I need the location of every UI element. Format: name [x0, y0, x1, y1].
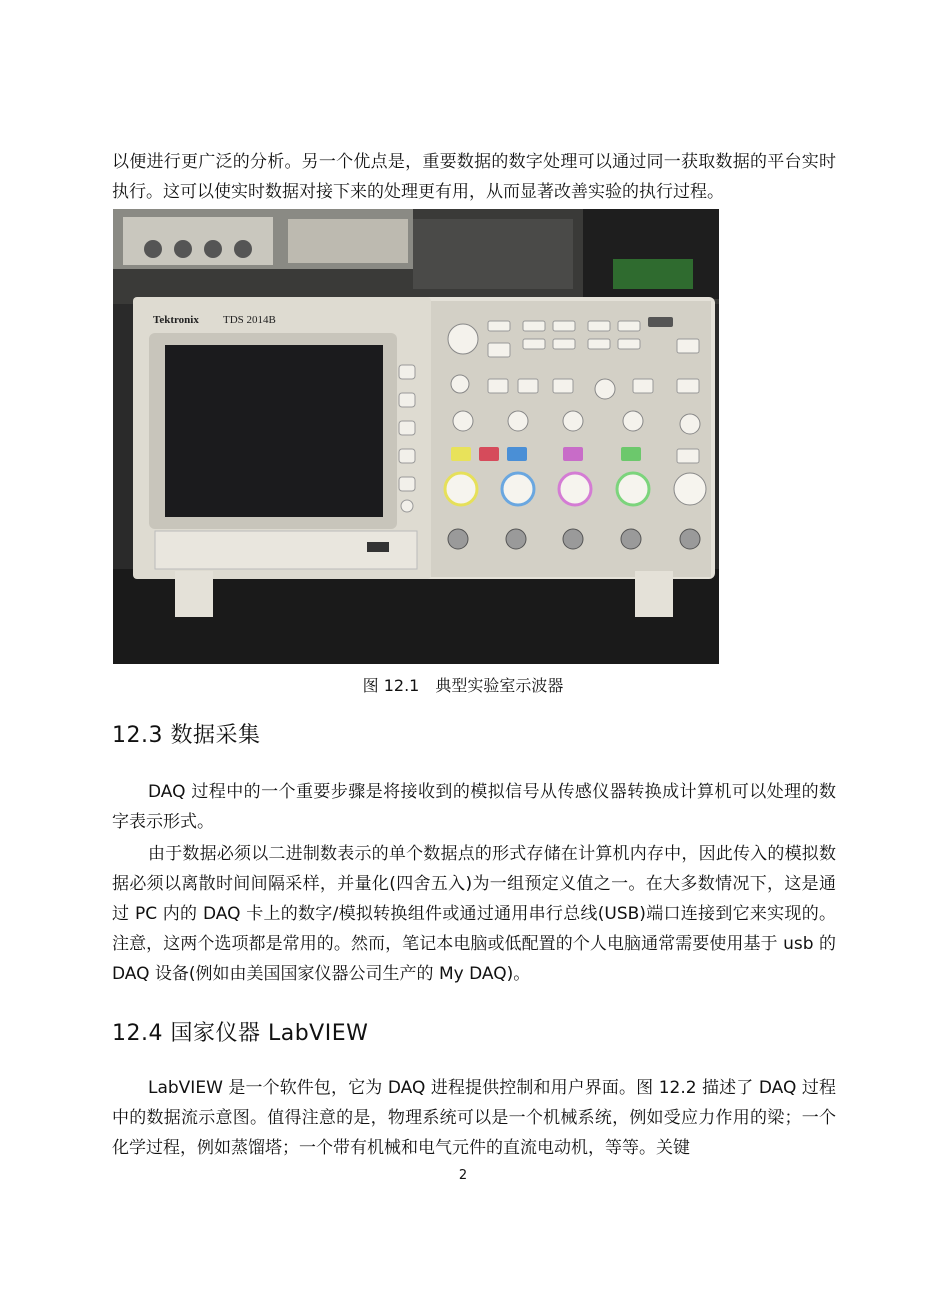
section-heading-12-3: 12.3 数据采集 — [112, 723, 261, 748]
figure-caption: 图 12.1 典型实验室示波器 — [362, 676, 564, 695]
scope-model-label: TDS 2014B — [223, 314, 276, 326]
section-12-3-paragraph-1: DAQ 过程中的一个重要步骤是将接收到的模拟信号从传感仪器转换成计算机可以处理的数字表示形式。 — [112, 782, 836, 832]
section-12-3-paragraph-2: 由于数据必须以二进制数表示的单个数据点的形式存储在计算机内存中，因此传入的模拟数据必须以离散时间间隔采样，并量化(四舍五入)为一组预定义值之一。在大多数情况下，这是通过 PC 内的 DAQ 卡上的数字/模拟转换组件或通过通用串行总线(USB)端口连接到它来实现的。注意，这两个选项都是常用的。然而，笔记本电脑或低配置的个人电脑通常需要使用基于 usb 的 DAQ 设备(例如由美国国家仪器公司生产的 My DAQ)。 — [112, 844, 836, 984]
section-heading-12-4: 12.4 国家仪器 LabVIEW — [112, 1021, 369, 1046]
oscilloscope-photo — [113, 209, 719, 664]
page-number: 2 — [458, 1168, 468, 1183]
intro-paragraph: 以便进行更广泛的分析。另一个优点是，重要数据的数字处理可以通过同一获取数据的平台实时执行。这可以使实时数据对接下来的处理更有用，从而显著改善实验的执行过程。 — [112, 152, 836, 202]
scope-brand-label: Tektronix — [153, 314, 199, 326]
section-12-4-paragraph-1: LabVIEW 是一个软件包，它为 DAQ 进程提供控制和用户界面。图 12.2 描述了 DAQ 过程中的数据流示意图。值得注意的是，物理系统可以是一个机械系统，例如受应力作用的梁；一个化学过程，例如蒸馏塔；一个带有机械和电气元件的直流电动机，等等。关键 — [112, 1078, 836, 1158]
